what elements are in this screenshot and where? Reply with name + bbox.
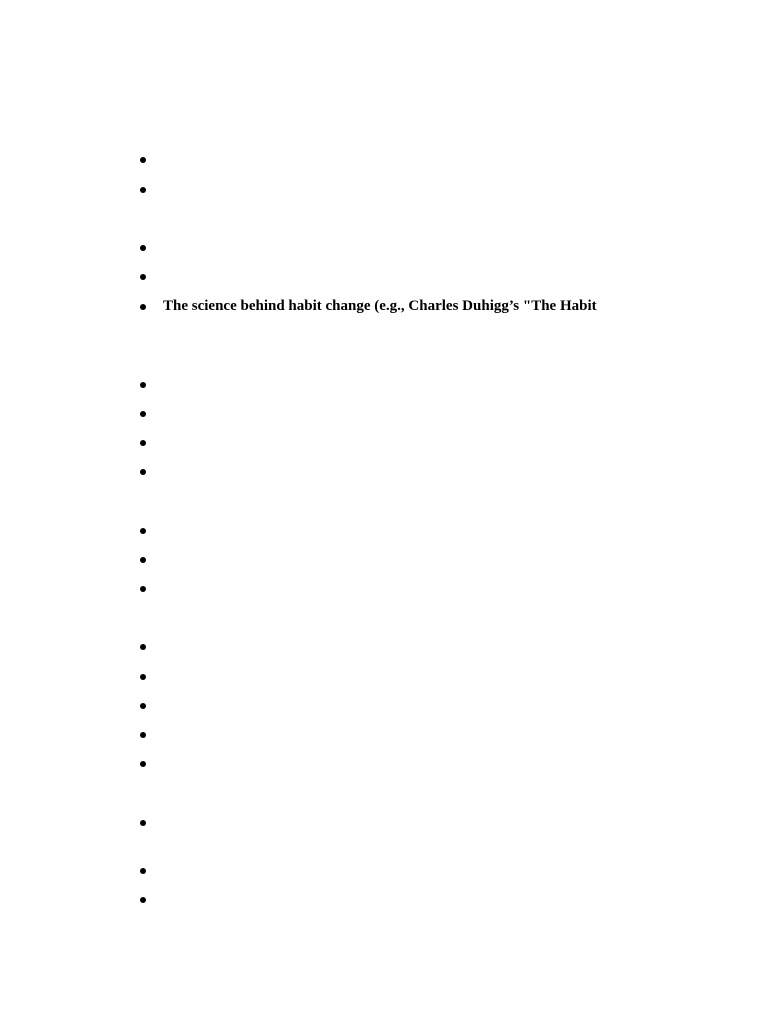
list-bullet — [140, 644, 146, 650]
list-bullet — [140, 557, 146, 563]
list-bullet — [140, 586, 146, 592]
list-bullet — [140, 703, 146, 709]
list-bullet — [140, 382, 146, 388]
list-bullet — [140, 469, 146, 475]
list-item-text: The science behind habit change (e.g., Charles Duhigg’s "The Habit — [163, 298, 597, 314]
list-bullet — [140, 274, 146, 280]
list-bullet — [140, 304, 146, 310]
list-bullet — [140, 245, 146, 251]
list-bullet — [140, 528, 146, 534]
list-bullet — [140, 157, 146, 163]
list-bullet — [140, 868, 146, 874]
list-bullet — [140, 761, 146, 767]
list-bullet — [140, 440, 146, 446]
list-bullet — [140, 897, 146, 903]
list-bullet — [140, 187, 146, 193]
list-bullet — [140, 411, 146, 417]
list-bullet — [140, 732, 146, 738]
list-bullet — [140, 820, 146, 826]
list-bullet — [140, 674, 146, 680]
